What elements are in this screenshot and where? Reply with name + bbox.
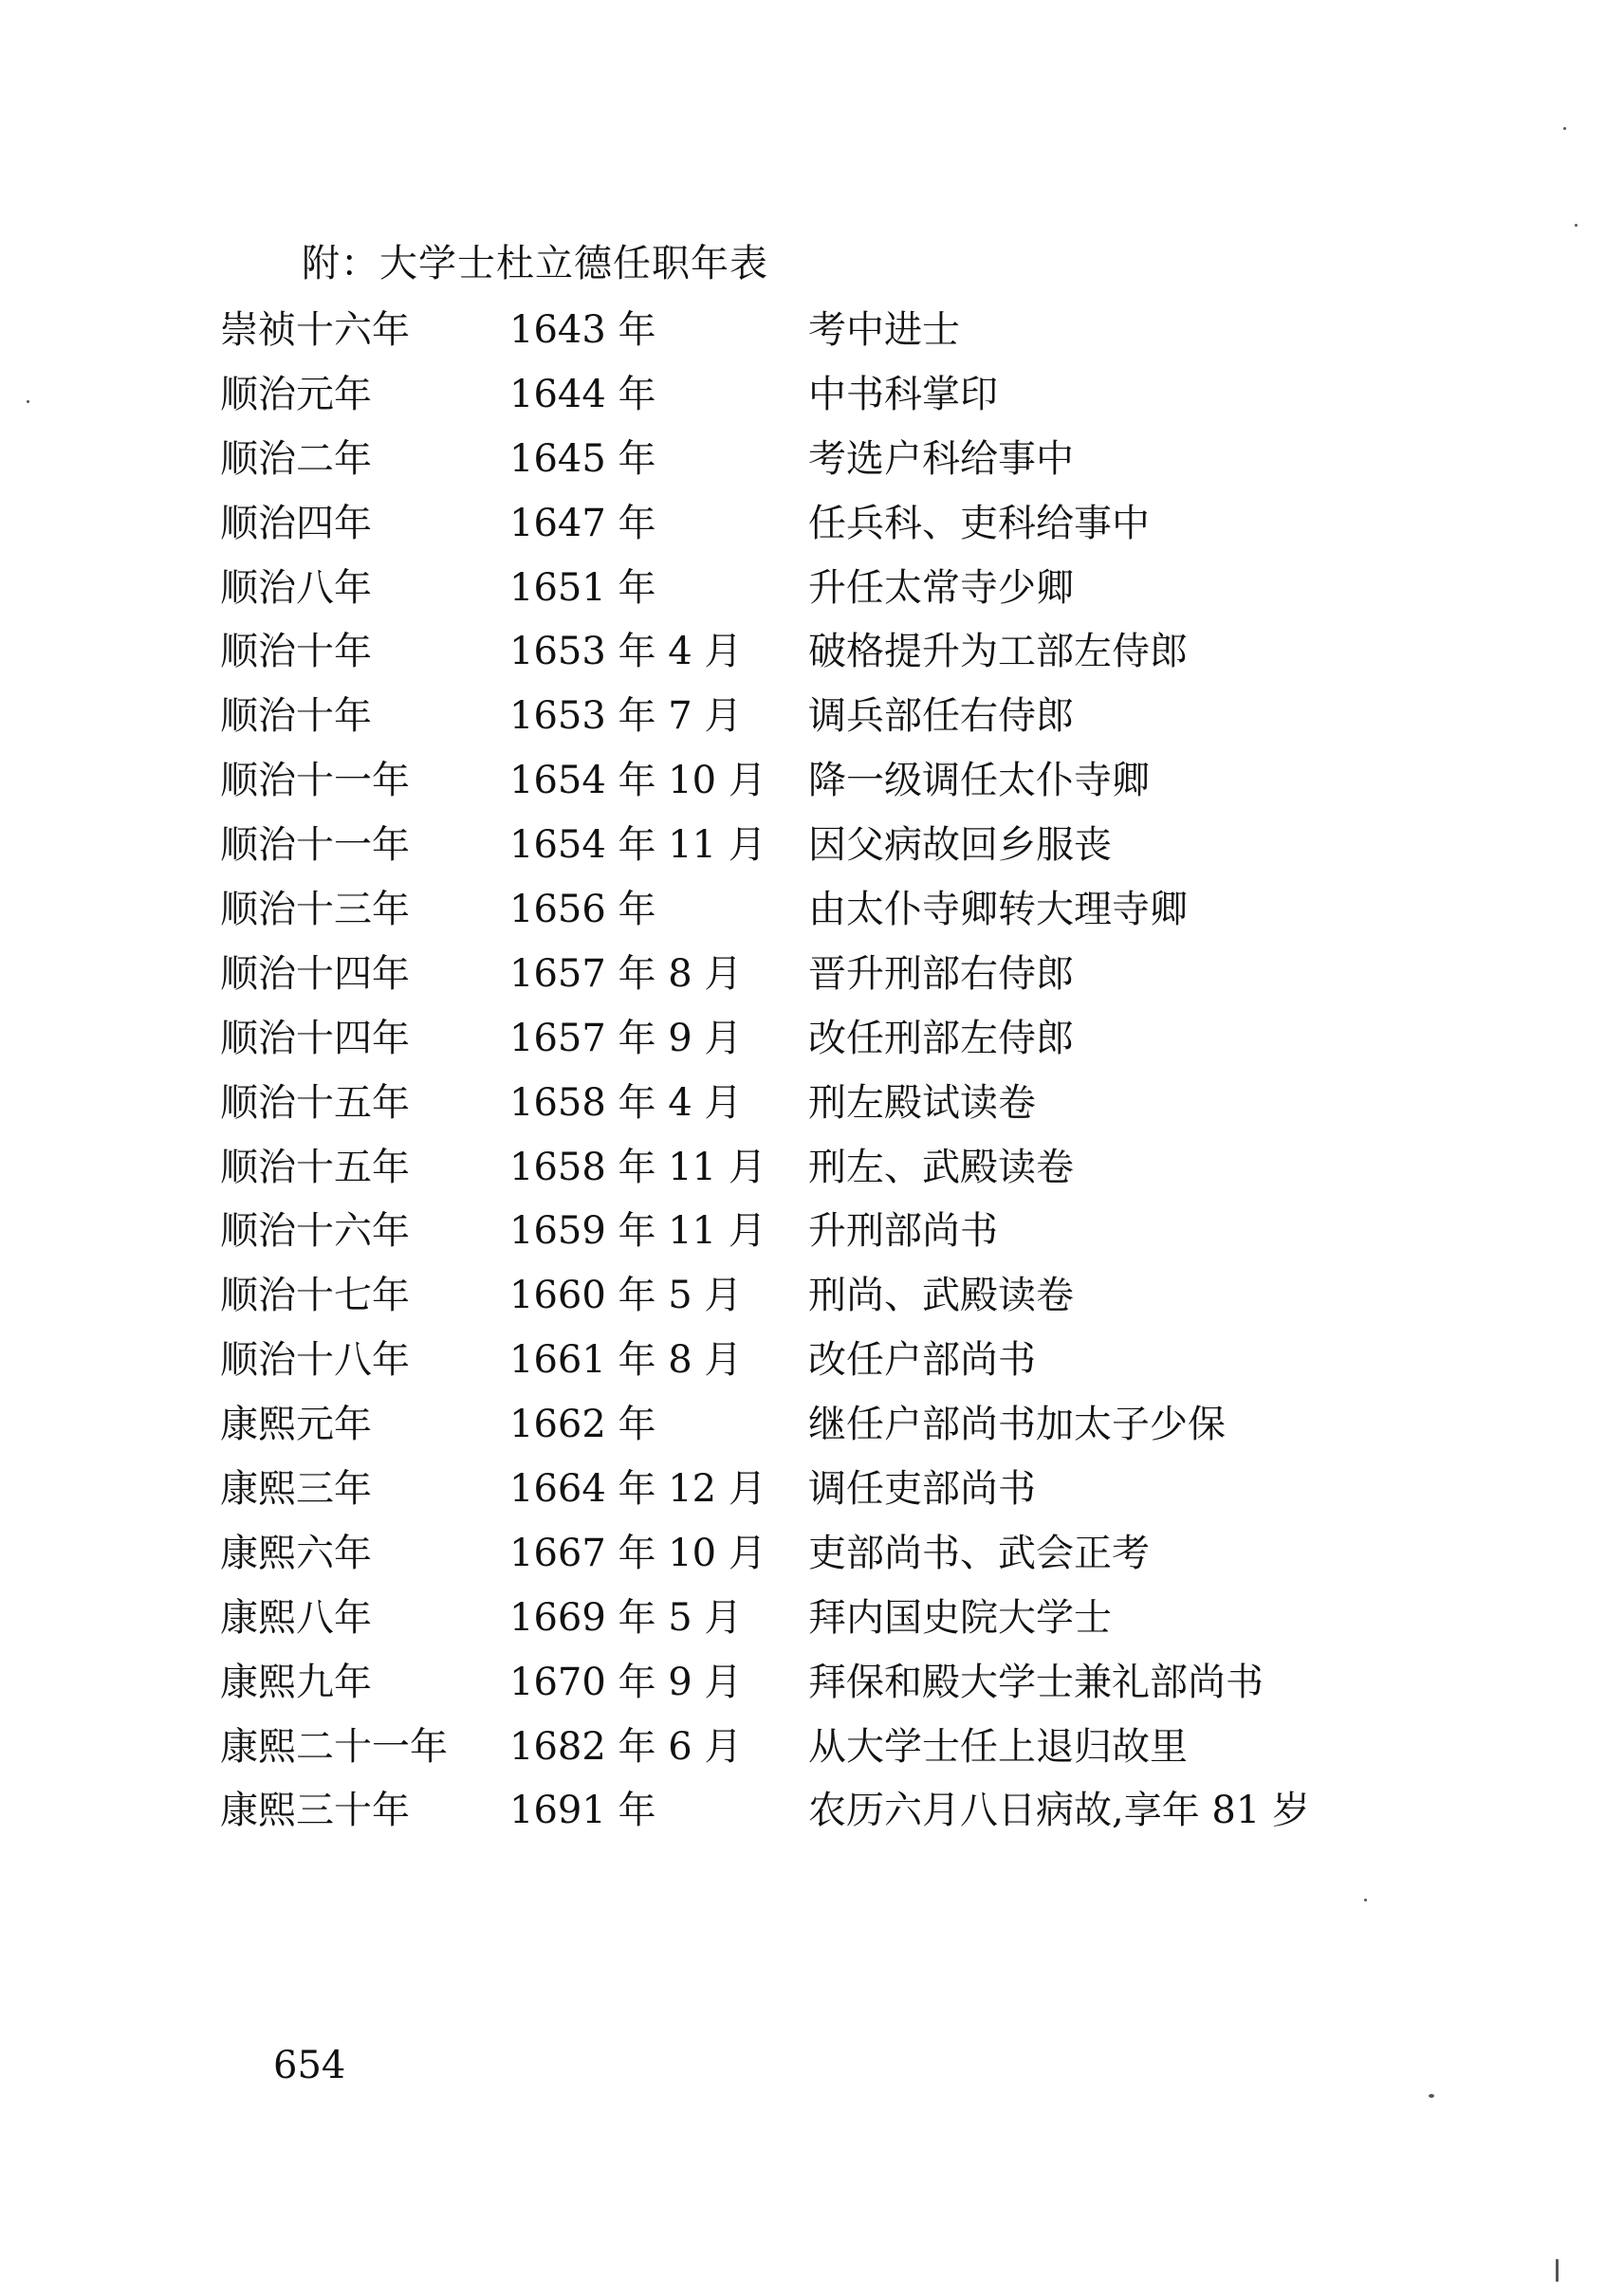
table-row	[220, 427, 1358, 491]
event-cell: 因父病故回乡服丧	[808, 823, 1112, 868]
event-cell: 改任户部尚书	[808, 1338, 1036, 1383]
event-cell: 农历六月八日病故,享年 81 岁	[808, 1789, 1311, 1833]
reign-cell: 康熙六年	[220, 1531, 372, 1575]
reign-cell: 康熙九年	[220, 1660, 372, 1704]
event-cell: 拜保和殿大学士兼礼部尚书	[808, 1660, 1264, 1704]
reign-cell: 康熙二十一年	[220, 1724, 448, 1769]
table-row	[220, 1328, 1358, 1392]
table-row	[220, 298, 1358, 362]
reign-cell: 顺治十一年	[220, 823, 410, 868]
table-row	[220, 619, 1358, 684]
reign-cell: 康熙八年	[220, 1595, 372, 1640]
date-cell: 1656 年	[509, 888, 656, 932]
table-row	[220, 1715, 1358, 1779]
reign-cell: 顺治十五年	[220, 1080, 410, 1125]
event-cell: 刑尚、武殿读卷	[808, 1274, 1074, 1318]
event-cell: 拜内国史院大学士	[808, 1595, 1112, 1640]
table-row	[220, 491, 1358, 556]
table-row	[220, 1586, 1358, 1650]
date-cell: 1662 年	[509, 1403, 656, 1447]
reign-cell: 顺治十八年	[220, 1338, 410, 1383]
reign-cell: 顺治十四年	[220, 951, 410, 996]
scan-speck	[1556, 2259, 1559, 2282]
reign-cell: 康熙三年	[220, 1467, 372, 1512]
scan-speck	[1563, 127, 1566, 130]
event-cell: 由太仆寺卿转大理寺卿	[808, 888, 1188, 932]
date-cell: 1659 年 11 月	[509, 1209, 766, 1254]
date-cell: 1669 年 5 月	[509, 1595, 743, 1640]
date-cell: 1658 年 4 月	[509, 1080, 743, 1125]
table-row	[220, 1650, 1358, 1715]
table-row	[220, 1521, 1358, 1586]
reign-cell: 康熙元年	[220, 1403, 372, 1447]
date-cell: 1661 年 8 月	[509, 1338, 743, 1383]
event-cell: 刑左、武殿读卷	[808, 1145, 1074, 1189]
table-row	[220, 684, 1358, 748]
table-row	[220, 748, 1358, 813]
reign-cell: 顺治十四年	[220, 1016, 410, 1060]
scan-speck	[1575, 224, 1578, 227]
table-row	[220, 1263, 1358, 1328]
reign-cell: 顺治十年	[220, 694, 372, 739]
reign-cell: 顺治元年	[220, 372, 372, 416]
date-cell: 1653 年 7 月	[509, 694, 743, 739]
table-row	[220, 362, 1358, 427]
date-cell: 1654 年 10 月	[509, 759, 766, 803]
reign-cell: 顺治二年	[220, 436, 372, 481]
event-cell: 从大学士任上退归故里	[808, 1724, 1188, 1769]
page-number: 654	[273, 2044, 346, 2087]
date-cell: 1691 年	[509, 1789, 656, 1833]
reign-cell: 顺治十年	[220, 630, 372, 674]
date-cell: 1645 年	[509, 436, 656, 481]
reign-cell: 顺治十五年	[220, 1145, 410, 1189]
event-cell: 中书科掌印	[808, 372, 998, 416]
table-row	[220, 1457, 1358, 1521]
reign-cell: 顺治十七年	[220, 1274, 410, 1318]
date-cell: 1651 年	[509, 565, 656, 610]
event-cell: 升刑部尚书	[808, 1209, 998, 1254]
event-cell: 吏部尚书、武会正考	[808, 1531, 1150, 1575]
reign-cell: 康熙三十年	[220, 1789, 410, 1833]
date-cell: 1653 年 4 月	[509, 630, 743, 674]
date-cell: 1657 年 9 月	[509, 1016, 743, 1060]
table-row	[220, 1071, 1358, 1135]
table-row	[220, 556, 1358, 620]
document-title: 附：大学士杜立德任职年表	[302, 242, 768, 285]
event-cell: 考中进士	[808, 308, 960, 352]
event-cell: 晋升刑部右侍郎	[808, 951, 1074, 996]
reign-cell: 顺治十三年	[220, 888, 410, 932]
event-cell: 继任户部尚书加太子少保	[808, 1403, 1226, 1447]
scan-speck	[27, 400, 29, 403]
date-cell: 1643 年	[509, 308, 656, 352]
date-cell: 1667 年 10 月	[509, 1531, 766, 1575]
date-cell: 1644 年	[509, 372, 656, 416]
date-cell: 1664 年 12 月	[509, 1467, 766, 1512]
event-cell: 任兵科、吏科给事中	[808, 501, 1150, 545]
date-cell: 1660 年 5 月	[509, 1274, 743, 1318]
event-cell: 刑左殿试读卷	[808, 1080, 1036, 1125]
table-row	[220, 1392, 1358, 1457]
reign-cell: 崇祯十六年	[220, 308, 410, 352]
scan-speck	[1429, 2094, 1434, 2098]
date-cell: 1654 年 11 月	[509, 823, 766, 868]
date-cell: 1658 年 11 月	[509, 1145, 766, 1189]
reign-cell: 顺治十六年	[220, 1209, 410, 1254]
table-row	[220, 877, 1358, 942]
date-cell: 1657 年 8 月	[509, 951, 743, 996]
event-cell: 降一级调任太仆寺卿	[808, 759, 1150, 803]
table-row	[220, 942, 1358, 1006]
event-cell: 破格提升为工部左侍郎	[808, 630, 1188, 674]
event-cell: 调兵部任右侍郎	[808, 694, 1074, 739]
table-row	[220, 1199, 1358, 1263]
table-row	[220, 813, 1358, 877]
event-cell: 调任吏部尚书	[808, 1467, 1036, 1512]
scan-speck	[1364, 1899, 1367, 1901]
table-row	[220, 1778, 1358, 1843]
reign-cell: 顺治八年	[220, 565, 372, 610]
event-cell: 升任太常寺少卿	[808, 565, 1074, 610]
date-cell: 1647 年	[509, 501, 656, 545]
reign-cell: 顺治十一年	[220, 759, 410, 803]
table-row	[220, 1006, 1358, 1071]
reign-cell: 顺治四年	[220, 501, 372, 545]
event-cell: 改任刑部左侍郎	[808, 1016, 1074, 1060]
table-row	[220, 1135, 1358, 1200]
date-cell: 1682 年 6 月	[509, 1724, 743, 1769]
tenure-table	[220, 298, 1358, 1843]
event-cell: 考选户科给事中	[808, 436, 1074, 481]
date-cell: 1670 年 9 月	[509, 1660, 743, 1704]
